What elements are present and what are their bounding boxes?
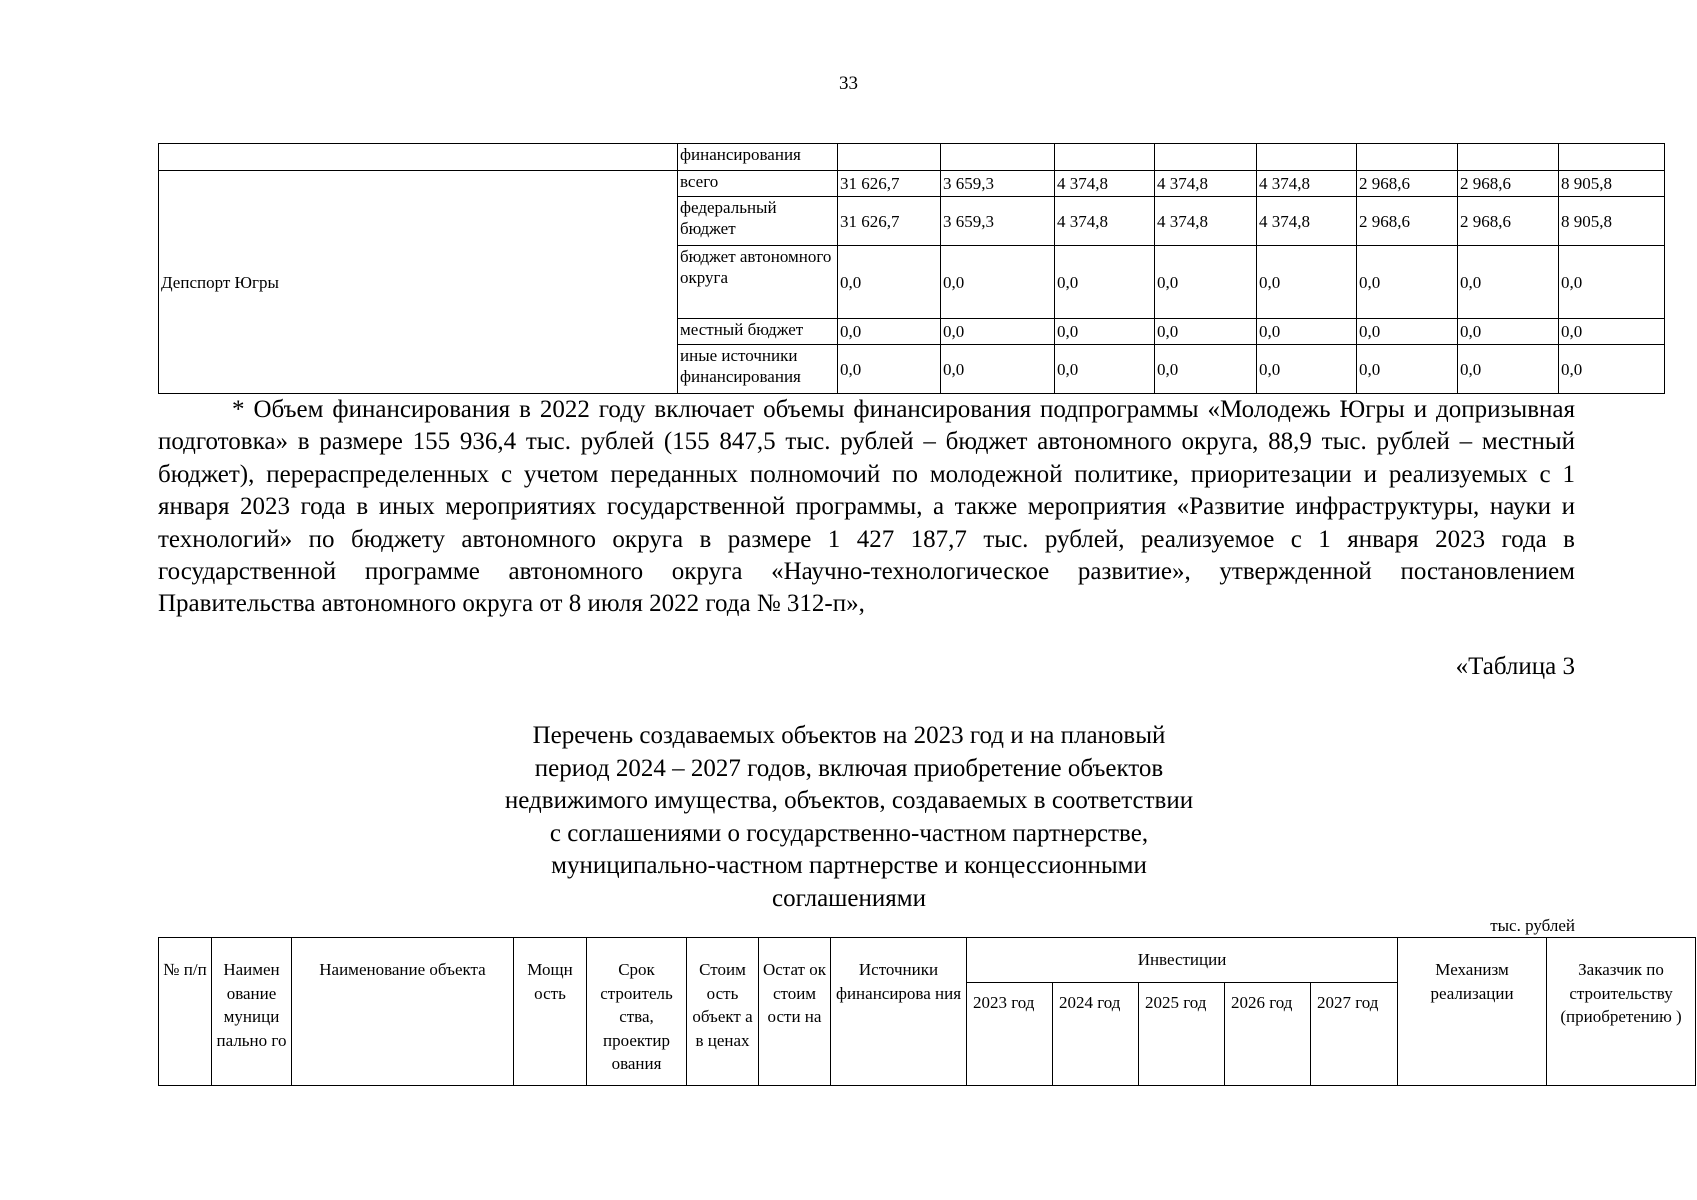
value-cell: 3 659,3	[941, 197, 1055, 246]
value-cell: 4 374,8	[1155, 197, 1257, 246]
header-year: 2024 год	[1053, 983, 1139, 1086]
value-cell: 4 374,8	[1055, 171, 1155, 197]
header-year: 2025 год	[1139, 983, 1225, 1086]
value-cell: 0,0	[1155, 345, 1257, 394]
header-investments: Инвестиции	[967, 938, 1398, 983]
value-cell: 0,0	[1559, 319, 1665, 345]
header-row	[159, 938, 1696, 983]
value-cell: 0,0	[1055, 319, 1155, 345]
value-cell: 0,0	[1458, 319, 1559, 345]
header-year: 2023 год	[967, 983, 1053, 1086]
header-mechanism: Механизм реализации	[1398, 938, 1547, 1086]
header-num: № п/п	[159, 938, 212, 1086]
value-cell: 0,0	[1257, 246, 1357, 319]
table-cell	[1257, 144, 1357, 171]
source-cell: бюджет автономного округа	[678, 246, 838, 319]
table-cell	[941, 144, 1055, 171]
table-cell	[1559, 144, 1665, 171]
header-sources: Источники финансирова ния	[831, 938, 967, 1086]
units-label: тыс. рублей	[1490, 916, 1575, 935]
value-cell: 0,0	[1458, 246, 1559, 319]
header-capacity: Мощн ость	[514, 938, 587, 1086]
value-cell: 3 659,3	[941, 171, 1055, 197]
value-cell: 0,0	[838, 246, 941, 319]
value-cell: 0,0	[1055, 246, 1155, 319]
value-cell: 4 374,8	[1257, 197, 1357, 246]
header-remaining: Остат ок стоим ости на	[759, 938, 831, 1086]
source-cell: иные источники финансирования	[678, 345, 838, 394]
value-cell: 4 374,8	[1257, 171, 1357, 197]
value-cell: 0,0	[838, 319, 941, 345]
table-cell	[1357, 144, 1458, 171]
footnote	[158, 394, 1575, 621]
objects-table	[158, 937, 1696, 1086]
value-cell: 31 626,7	[838, 197, 941, 246]
table-cell	[838, 144, 941, 171]
value-cell: 0,0	[941, 246, 1055, 319]
value-cell: 0,0	[1559, 246, 1665, 319]
value-cell: 0,0	[1559, 345, 1665, 394]
header-object-name: Наименование объекта	[292, 938, 514, 1086]
table-label: «Таблица 3	[1455, 653, 1575, 680]
page-number: 33	[839, 73, 858, 94]
value-cell: 0,0	[1357, 345, 1458, 394]
source-cell: местный бюджет	[678, 319, 838, 345]
value-cell: 0,0	[838, 345, 941, 394]
value-cell: 0,0	[1155, 319, 1257, 345]
table-cell	[1458, 144, 1559, 171]
header-term: Срок строитель ства, проектир ования	[587, 938, 687, 1086]
title-line: Перечень создаваемых объектов на 2023 год и на плановый	[532, 722, 1166, 749]
header-year: 2026 год	[1225, 983, 1311, 1086]
value-cell: 4 374,8	[1155, 171, 1257, 197]
title-line: с соглашениями о государственно-частном партнерстве,	[549, 819, 1149, 847]
value-cell: 2 968,6	[1357, 171, 1458, 197]
value-cell: 0,0	[1357, 319, 1458, 345]
value-cell: 31 626,7	[838, 171, 941, 197]
responsible-cell: Депспорт Югры	[159, 171, 678, 394]
financing-table	[158, 143, 1665, 394]
table-cell	[1155, 144, 1257, 171]
header-customer: Заказчик по строительству (приобретению )	[1547, 938, 1696, 1086]
source-cell: всего	[678, 171, 838, 197]
title-line: муниципально-частном партнерстве и концессионными	[551, 852, 1147, 879]
value-cell: 0,0	[1055, 345, 1155, 394]
value-cell: 0,0	[941, 319, 1055, 345]
footnote-text: * Объем финансирования в 2022 году включает объемы финансирования подпрограммы «Молодежь Югры и допризывная подготовка» в размере 155 936,4 тыс. рублей (155 847,5 тыс. рублей – бюджет автономного округа, 88,9 тыс. рублей – местный бюджет), перераспределенных с учетом переданных полномочий по молодежной политике, приоритезации и реализуемых с 1 января 2023 года в иных мероприятиях государственной программы, а также мероприятия «Развитие инфраструктуры, науки и технологий» по бюджету автономного округа в размере 1 427 187,7 тыс. рублей, реализуемое с 1 января 2023 года в государственной программе автономного округа «Научно-технологическое развитие», утвержденной постановлением Правительства автономного округа от 8 июля 2022 года № 312-п»,	[158, 396, 1575, 618]
table-cell	[1055, 144, 1155, 171]
source-cell: федеральный бюджет	[678, 197, 838, 246]
table-title	[449, 720, 1249, 915]
table-row	[159, 144, 1665, 171]
value-cell: 0,0	[1458, 345, 1559, 394]
title-line: период 2024 – 2027 годов, включая приобретение объектов	[534, 754, 1164, 782]
value-cell: 0,0	[1257, 319, 1357, 345]
value-cell: 8 905,8	[1559, 171, 1665, 197]
table-row	[159, 171, 1665, 197]
header-municipality: Наимен ование муници пально го	[212, 938, 292, 1086]
header-year: 2027 год	[1311, 983, 1398, 1086]
title-line: соглашениями	[772, 884, 926, 912]
value-cell: 0,0	[1155, 246, 1257, 319]
table-cell	[159, 144, 678, 171]
title-line: недвижимого имущества, объектов, создаваемых в соответствии	[504, 787, 1194, 814]
value-cell: 0,0	[941, 345, 1055, 394]
value-cell: 0,0	[1357, 246, 1458, 319]
table-cell: финансирования	[678, 144, 838, 171]
value-cell: 0,0	[1257, 345, 1357, 394]
value-cell: 8 905,8	[1559, 197, 1665, 246]
value-cell: 2 968,6	[1357, 197, 1458, 246]
value-cell: 4 374,8	[1055, 197, 1155, 246]
value-cell: 2 968,6	[1458, 171, 1559, 197]
header-cost: Стоим ость объект а в ценах	[687, 938, 759, 1086]
value-cell: 2 968,6	[1458, 197, 1559, 246]
